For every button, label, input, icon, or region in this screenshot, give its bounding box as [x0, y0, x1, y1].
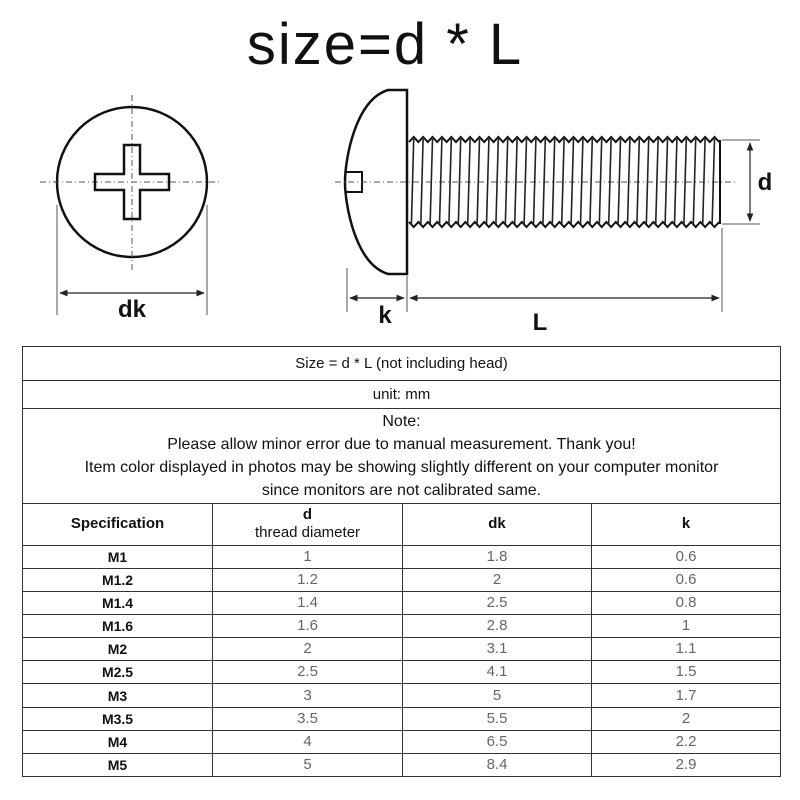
dk-cell: 5.5 [403, 707, 592, 730]
table-row [23, 545, 781, 568]
table-row [23, 569, 781, 592]
k-label: k [378, 302, 392, 329]
spec-cell: M1.2 [23, 569, 213, 592]
k-cell: 0.8 [592, 592, 781, 615]
unit-row [23, 381, 781, 409]
k-cell: 1.1 [592, 638, 781, 661]
table-row [23, 684, 781, 707]
size-note-row [23, 347, 781, 381]
d-cell: 1.6 [213, 615, 403, 638]
table-row [23, 592, 781, 615]
table-row [23, 753, 781, 776]
dk-cell: 2 [403, 569, 592, 592]
screw-diagram [0, 0, 800, 345]
header-d-symbol: d [302, 506, 313, 524]
thread-bottom-edge [409, 222, 719, 227]
note-cell [23, 409, 781, 503]
L-label: L [532, 309, 548, 336]
spec-cell: M1.6 [23, 615, 213, 638]
d-cell: 1 [213, 545, 403, 568]
dk-cell: 4.1 [403, 661, 592, 684]
note-line-2: Item color displayed in photos may be showing slightly different on your computer monitor [84, 459, 719, 476]
k-cell: 1.7 [592, 684, 781, 707]
thread-line [618, 139, 620, 225]
dk-cell: 8.4 [403, 753, 592, 776]
k-cell: 1.5 [592, 661, 781, 684]
spec-table [22, 346, 781, 777]
table-row [23, 661, 781, 684]
d-cell: 4 [213, 730, 403, 753]
d-cell: 1.4 [213, 592, 403, 615]
dk-cell: 2.5 [403, 592, 592, 615]
table-row [23, 730, 781, 753]
d-cell: 2 [213, 638, 403, 661]
spec-cell: M2 [23, 638, 213, 661]
thread-line [684, 139, 686, 225]
head-top-view [40, 95, 222, 323]
k-cell: 0.6 [592, 545, 781, 568]
spec-cell: M3.5 [23, 707, 213, 730]
size-note: Size = d * L (not including head) [23, 347, 781, 381]
spec-cell: M3 [23, 684, 213, 707]
spec-cell: M1 [23, 545, 213, 568]
dk-cell: 1.8 [403, 545, 592, 568]
spec-cell: M2.5 [23, 661, 213, 684]
header-spec: Specification [23, 503, 213, 545]
d-cell: 3.5 [213, 707, 403, 730]
k-cell: 1 [592, 615, 781, 638]
thread-line [628, 139, 630, 225]
k-cell: 0.6 [592, 569, 781, 592]
d-cell: 3 [213, 684, 403, 707]
thread-line [458, 139, 460, 225]
spec-cell: M5 [23, 753, 213, 776]
d-cell: 5 [213, 753, 403, 776]
screw-side-view [335, 90, 772, 336]
note-line-3: since monitors are not calibrated same. [261, 482, 542, 499]
thread-line [487, 139, 489, 225]
spec-cell: M1.4 [23, 592, 213, 615]
table-row [23, 707, 781, 730]
k-cell: 2 [592, 707, 781, 730]
table-header-row [23, 503, 781, 545]
note-line-1: Please allow minor error due to manual measurement. Thank you! [167, 436, 636, 453]
spec-cell: M4 [23, 730, 213, 753]
note-row [23, 409, 781, 503]
dk-label: dk [117, 296, 147, 323]
thread-line [562, 139, 564, 225]
note-title: Note: [382, 413, 421, 430]
header-k: k [592, 503, 781, 545]
k-cell: 2.2 [592, 730, 781, 753]
d-cell: 2.5 [213, 661, 403, 684]
dk-cell: 6.5 [403, 730, 592, 753]
table-row [23, 615, 781, 638]
unit-note: unit: mm [23, 381, 781, 409]
d-label: d [757, 169, 773, 196]
thread-line [515, 139, 517, 225]
header-d [213, 503, 403, 545]
k-cell: 2.9 [592, 753, 781, 776]
d-cell: 1.2 [213, 569, 403, 592]
thread-line [449, 139, 451, 225]
dk-cell: 3.1 [403, 638, 592, 661]
header-d-sub: thread diameter [254, 524, 361, 542]
dk-cell: 5 [403, 684, 592, 707]
page-title: size=d * L [246, 12, 524, 77]
table-row [23, 638, 781, 661]
dk-cell: 2.8 [403, 615, 592, 638]
header-dk: dk [403, 503, 592, 545]
